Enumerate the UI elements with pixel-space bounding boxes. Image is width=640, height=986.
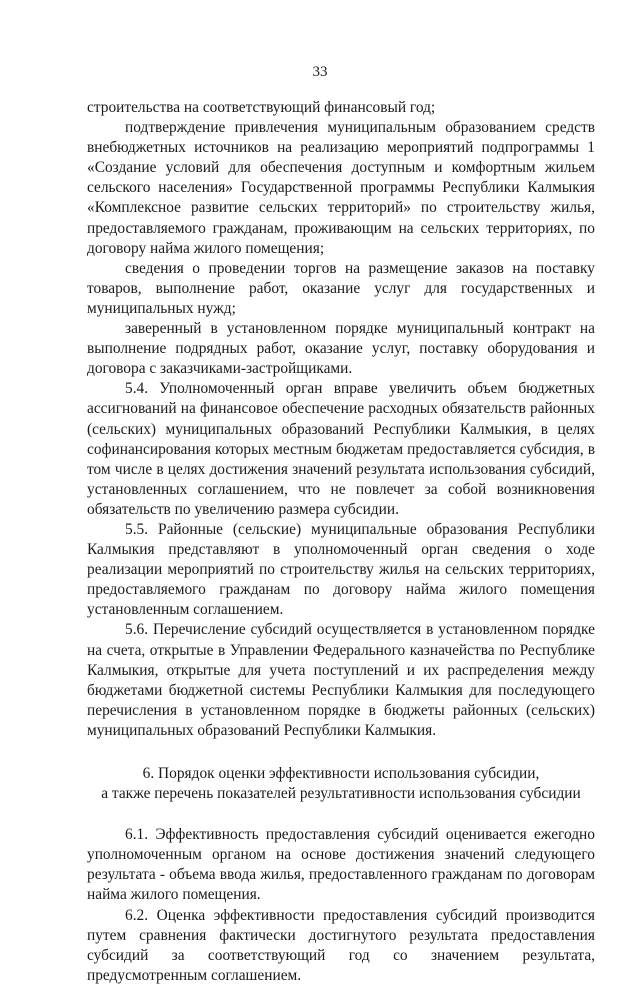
document-body xyxy=(87,98,595,986)
paragraph-6-1: 6.1. Эффективность предоставления субсидий оценивается ежегодно уполномоченным органом на основе достижения значений следующего результата - объема ввода жилья, предоставленного гражданам по договорам найма жилого помещения. xyxy=(87,826,595,904)
paragraph: заверенный в установленном порядке муниципальный контракт на выполнение подрядных работ, оказание услуг, поставку оборудования и договора с заказчиками-застройщиками. xyxy=(87,320,595,378)
section-title xyxy=(87,764,595,804)
paragraph: подтверждение привлечения муниципальным образованием средств внебюджетных источников на реализацию мероприятий подпрограммы 1 «Создание условий для обеспечения доступным и комфортным жильем сельского населения» Государственной программы Республики Калмыкия «Комплексное развитие сельских территорий» по строительству жилья, предоставляемого гражданам, проживающим на сельских территориях, по договору найма жилого помещения; xyxy=(87,119,595,257)
page-number: 33 xyxy=(312,64,328,80)
paragraph-5-5: 5.5. Районные (сельские) муниципальные образования Республики Калмыкия представляют в уполномоченный орган сведения о ходе реализации мероприятий по строительству жилья на сельских территориях, предоставляемого гражданам по договору найма жилого помещения установленным соглашением. xyxy=(87,520,595,619)
paragraph-6-2: 6.2. Оценка эффективности предоставления субсидий производится путем сравнения фактически достигнутого результата предоставления субсидий за соответствующий год со значением результата, предусмотренным соглашением. xyxy=(87,906,595,984)
paragraph-5-4: 5.4. Уполномоченный орган вправе увеличить объем бюджетных ассигнований на финансовое обеспечение расходных обязательств районных (сельских) муниципальных образований Республики Калмыкия, в целях софинансирования которых местным бюджетам предоставляется субсидия, в том числе в целях достижения значений результата использования субсидий, установленных соглашением, что не повлечет за собой возникновения обязательств по увеличению размера субсидии. xyxy=(87,380,595,518)
section-title-line-2: а также перечень показателей результативности использования субсидии xyxy=(101,785,581,803)
paragraph: строительства на соответствующий финансовый год; xyxy=(87,99,436,116)
paragraph: сведения о проведении торгов на размещение заказов на поставку товаров, выполнение работ, оказание услуг для государственных и муниципальных нужд; xyxy=(87,259,595,317)
paragraph-5-6: 5.6. Перечисление субсидий осуществляется в установленном порядке на счета, открытые в Управлении Федерального казначейства по Республике Калмыкия, открытые для учета поступлений и их распределения между бюджетами бюджетной системы Республики Калмыкия для последующего перечисления в установленном порядке в бюджеты районных (сельских) муниципальных образований Республики Калмыкия. xyxy=(87,621,595,739)
section-title-line-1: 6. Порядок оценки эффективности использования субсидии, xyxy=(142,765,540,782)
